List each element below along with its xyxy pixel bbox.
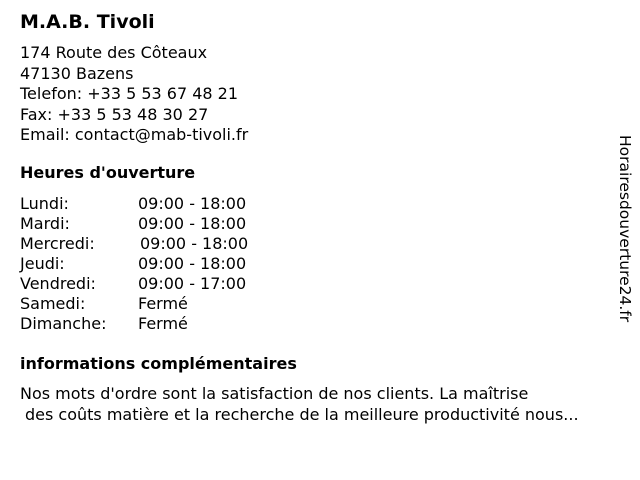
additional-info-heading: informations complémentaires: [20, 354, 297, 373]
hours-day: Dimanche:: [20, 314, 107, 333]
hours-time: 09:00 - 18:00: [140, 234, 249, 253]
address-street: 174 Route des Côteaux: [20, 43, 208, 62]
phone-number: Telefon: +33 5 53 67 48 21: [20, 84, 239, 103]
fax-number: Fax: +33 5 53 48 30 27: [20, 104, 209, 124]
hours-time: 09:00 - 18:00: [138, 194, 247, 213]
address-city: 47130 Bazens: [20, 63, 134, 83]
hours-day: Samedi:: [20, 294, 86, 313]
hours-day: Lundi:: [20, 194, 69, 213]
additional-info-text: [20, 384, 579, 425]
hours-time: 09:00 - 17:00: [138, 274, 247, 293]
site-brand-vertical: Horairesdouverture24.fr: [616, 135, 634, 323]
hours-time: Fermé: [138, 314, 188, 333]
opening-hours-heading: Heures d'ouverture: [20, 163, 196, 182]
hours-day: Mardi:: [20, 214, 70, 233]
hours-time: Fermé: [138, 294, 188, 313]
email-address: Email: contact@mab-tivoli.fr: [20, 125, 249, 144]
info-line: des coûts matière et la recherche de la meilleure productivité nous...: [25, 404, 579, 424]
hours-time: 09:00 - 18:00: [138, 254, 247, 273]
hours-time: 09:00 - 18:00: [138, 214, 247, 233]
contact-block: [20, 43, 248, 146]
hours-day: Vendredi:: [20, 274, 96, 293]
hours-day: Mercredi:: [20, 234, 95, 253]
info-line: Nos mots d'ordre sont la satisfaction de nos clients. La maîtrise: [20, 384, 529, 403]
hours-day: Jeudi:: [20, 254, 65, 273]
business-name: M.A.B. Tivoli: [20, 11, 155, 33]
